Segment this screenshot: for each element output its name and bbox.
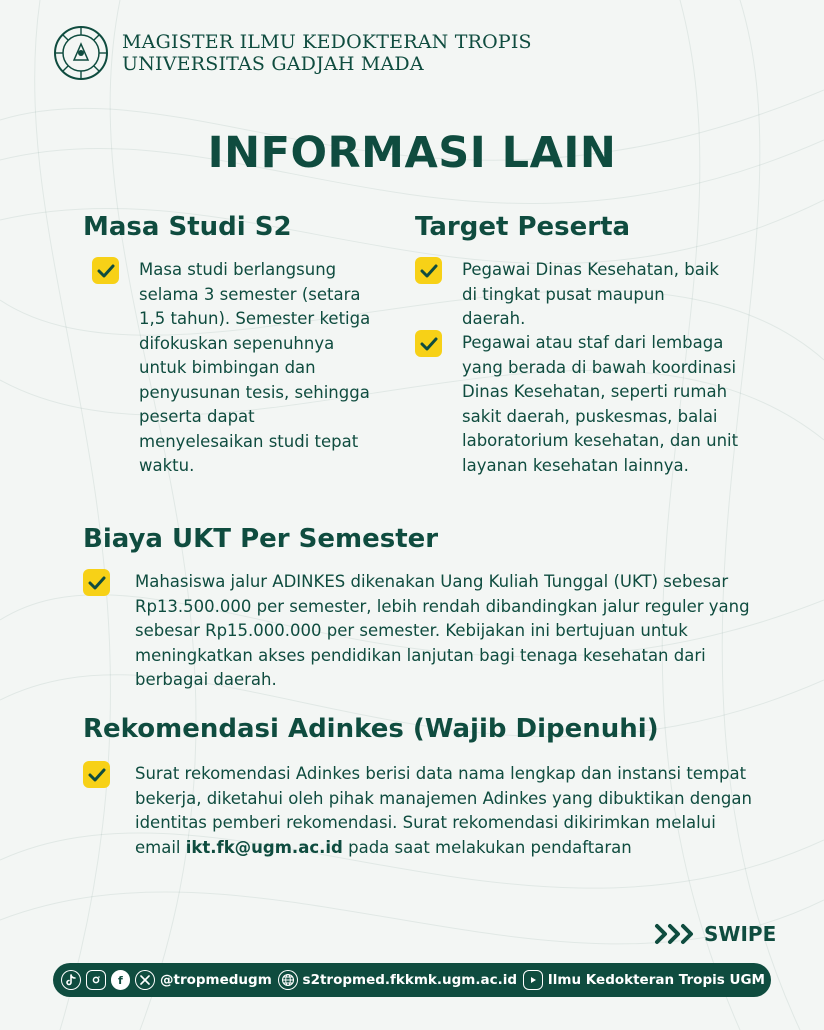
ugm-emblem-icon (52, 24, 110, 82)
swipe-label: SWIPE (704, 922, 777, 946)
masa-studi-text: Masa studi berlangsung selama 3 semester (setara 1,5 tahun). Semester ketiga difokuskan sepenuhnya untuk bimbingan dan penyusunan tesis, sehingga peserta dapat menyelesaikan studi tepat waktu. (139, 260, 371, 475)
x-icon[interactable] (135, 970, 155, 990)
section-title-masa-studi: Masa Studi S2 (83, 212, 292, 242)
biaya-ukt-text: Mahasiswa jalur ADINKES dikenakan Uang Kuliah Tunggal (UKT) sebesar Rp13.500.000 per semester, lebih rendah dibandingkan jalur reguler yang sebesar Rp15.000.000 per semester. Kebijakan ini bertujuan untuk meningkatkan akses pendidikan lanjutan bagi tenaga kesehatan dari berbagai daerah. (135, 572, 750, 689)
list-item (415, 331, 755, 478)
list-item (415, 258, 755, 332)
page-title: INFORMASI LAIN (207, 128, 617, 178)
rekomendasi-text-after: pada saat melakukan pendaftaran (342, 837, 632, 857)
website-link[interactable]: s2tropmed.fkkmk.ugm.ac.id (302, 972, 518, 988)
tiktok-icon[interactable] (61, 970, 81, 990)
list-item (83, 762, 773, 860)
triple-chevron-right-icon (654, 923, 698, 945)
social-handle[interactable]: @tropmedugm (160, 972, 272, 988)
email-link[interactable]: ikt.fk@ugm.ac.id (185, 837, 343, 857)
globe-icon (278, 970, 298, 990)
swipe-indicator[interactable] (654, 922, 776, 946)
header-program-name: MAGISTER ILMU KEDOKTERAN TROPIS (122, 31, 532, 53)
instagram-icon[interactable] (86, 970, 106, 990)
rekomendasi-text (135, 762, 760, 860)
section-title-biaya-ukt: Biaya UKT Per Semester (83, 524, 439, 554)
check-icon (83, 761, 110, 788)
footer-bar (53, 963, 771, 997)
check-icon (415, 257, 442, 284)
rekomendasi-text-before: Surat rekomendasi Adinkes berisi data nama lengkap dan instansi tempat bekerja, diketahui oleh pihak manajemen Adinkes yang dibuktikan dengan identitas pemberi rekomendasi. Surat rekomendasi dikirimkan melalui email (135, 764, 752, 857)
check-icon (415, 330, 442, 357)
youtube-icon (523, 970, 543, 990)
facebook-icon[interactable]: f (111, 970, 131, 990)
list-item (83, 570, 773, 693)
list-item (92, 258, 382, 479)
header-university-name: UNIVERSITAS GADJAH MADA (122, 53, 424, 75)
section-title-target-peserta: Target Peserta (415, 212, 631, 242)
target-peserta-text-2: Pegawai atau staf dari lembaga yang berada di bawah koordinasi Dinas Kesehatan, seperti rumah sakit daerah, puskesmas, balai laboratorium kesehatan, dan unit layanan kesehatan lainnya. (462, 333, 739, 475)
check-icon (83, 569, 110, 596)
check-icon (92, 257, 119, 284)
section-title-rekomendasi: Rekomendasi Adinkes (Wajib Dipenuhi) (83, 714, 659, 744)
target-peserta-text-1: Pegawai Dinas Kesehatan, baik di tingkat pusat maupun daerah. (462, 260, 719, 328)
youtube-channel[interactable]: Ilmu Kedokteran Tropis UGM (547, 972, 765, 988)
header (52, 24, 532, 82)
